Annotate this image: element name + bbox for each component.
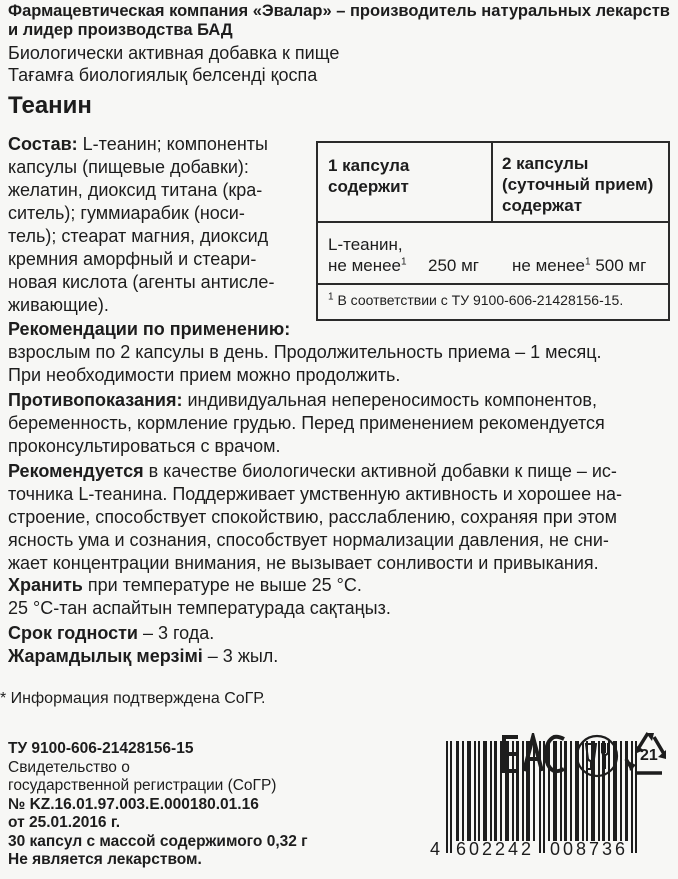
contraindications: Противопоказания: индивидуальная непереносимость компонентов, беременность, кормление грудью. Перед применением рекомендуется проконсультироваться с врачом. <box>8 390 605 456</box>
barcode-digit-first: 4 <box>430 839 441 859</box>
cert-line: Свидетельство о <box>8 758 130 776</box>
reg-number: № KZ.16.01.97.003.Е.000180.01.16 <box>8 795 259 813</box>
subtitle-kz: Тағамға биологиялық белсенді қоспа <box>8 65 318 85</box>
recommended-usage: Рекомендуется в качестве биологически активной добавки к пище – ис- точника L-теанина. Поддерживает умственную активность и хорошее на- строение, способствует спокойствию, расслаблению, сохраняя при этом ясность ума и сознания, способствует нормализации давления, не сни- жает концентрации внимания, не вызывает сонливости и привыкания. <box>8 461 623 573</box>
not-medicine: Не является лекарством. <box>8 851 202 868</box>
table-col2-header: 2 капсулы (суточный прием) содержат <box>502 154 654 215</box>
composition-line: ситель); гуммиарабик (носи- <box>8 203 245 223</box>
table-col1-header: 1 капсула содержит <box>328 156 410 196</box>
table-val2: не менее$^1$ 500 мг <box>512 256 647 275</box>
table-val1: 250 мг <box>428 256 479 275</box>
manufacturer-line: Фармацевтическая компания «Эвалар» – производитель натуральных лекарств и лидер производства БАД <box>8 2 670 39</box>
composition-line: живающие). <box>8 295 109 315</box>
storage-label: Хранить <box>8 575 83 595</box>
composition-line: капсулы (пищевые добавки): <box>8 157 249 177</box>
product-title: Теанин <box>8 92 92 119</box>
tu-code: ТУ 9100-606-21428156-15 <box>8 740 194 757</box>
subtitle-ru: Биологически активная добавка к пище <box>8 43 340 63</box>
recycle-code: 21 <box>640 747 658 764</box>
barcode-digits-right: 008736 <box>550 839 629 859</box>
barcode <box>430 741 670 861</box>
composition-line: кремния аморфный и стеари- <box>8 249 257 269</box>
composition-label: Состав: <box>8 134 78 154</box>
composition <box>8 133 298 317</box>
info-note: * Информация подтверждена СоГР. <box>0 690 266 707</box>
recommendations: Рекомендации по применению: взрослым по 2 капсулы в день. Продолжительность приема – 1 месяц. При необходимости прием можно продолжить. <box>8 319 602 385</box>
shelf-life: Срок годности – 3 года. Жарамдылық мерзімі – 3 жыл. <box>8 623 279 666</box>
footer-info <box>8 740 308 870</box>
contraindications-label: Противопоказания: <box>8 390 183 410</box>
content-table <box>316 141 670 321</box>
capsule-count: 30 капсул с массой содержимого 0,32 г <box>8 832 308 850</box>
composition-line: желатин, диоксид титана (кра- <box>8 180 263 200</box>
composition-line: новая кислота (агенты антисле- <box>8 272 275 292</box>
recommended-label: Рекомендуется <box>8 461 144 481</box>
table-footnote: $^1$ В соответствии с ТУ 9100-606-21428156-15. <box>328 291 624 308</box>
reg-date: от 25.01.2016 г. <box>8 814 121 831</box>
shelf-label: Срок годности <box>8 623 138 643</box>
table-row-name: L-теанин, не менее$^1$ <box>328 235 407 275</box>
composition-line: тель); стеарат магния, диоксид <box>8 226 269 246</box>
recommendations-label: Рекомендации по применению: <box>8 319 291 339</box>
composition-line: L-теанин; компоненты <box>82 134 268 154</box>
barcode-digits-left: 602242 <box>456 839 535 859</box>
storage: Хранить при температуре не выше 25 °С. 25 °С-тан аспайтын температурада сақтаңыз. <box>8 575 391 618</box>
cert-line: государственной регистрации (СоГР) <box>8 777 277 794</box>
shelf-kz-label: Жарамдылық мерзімі <box>8 646 203 666</box>
